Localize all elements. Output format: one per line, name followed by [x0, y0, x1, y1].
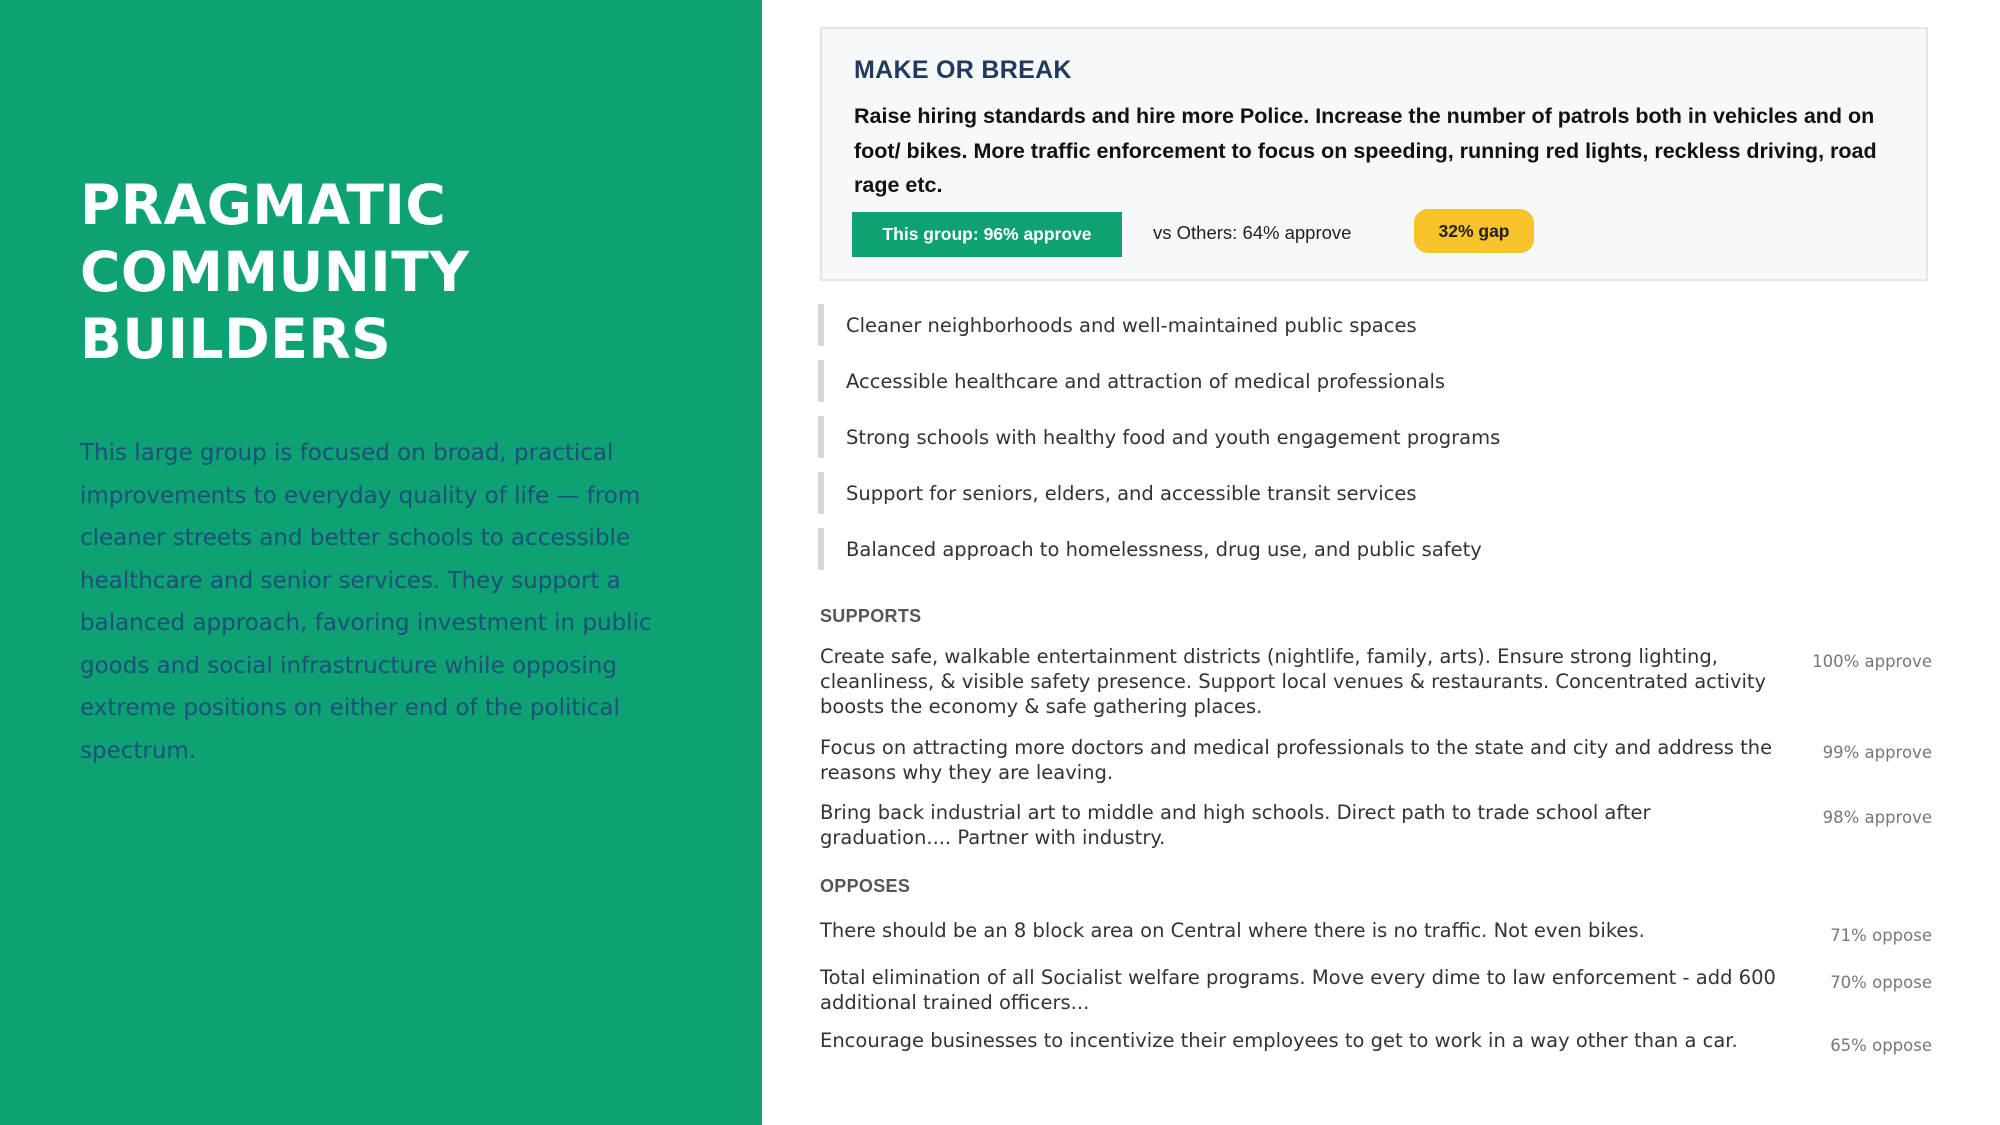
priority-item: Support for seniors, elders, and accessible transit services [818, 472, 1918, 514]
make-or-break-heading: MAKE OR BREAK [854, 56, 1072, 84]
priority-item: Balanced approach to homelessness, drug use, and public safety [818, 528, 1918, 570]
gap-badge: 32% gap [1414, 209, 1534, 253]
oppose-percentage: 71% oppose [1830, 926, 1932, 945]
oppose-percentage: 70% oppose [1830, 973, 1932, 992]
others-approval-text: vs Others: 64% approve [1153, 222, 1352, 243]
support-percentage: 99% approve [1822, 743, 1932, 762]
support-text: Bring back industrial art to middle and high schools. Direct path to trade school after graduation.... Partner with industry. [820, 801, 1651, 849]
group-title-line: BUILDERS [80, 307, 392, 371]
oppose-text: Encourage businesses to incentivize their employees to get to work in a way other than a car. [820, 1029, 1738, 1052]
priority-item: Accessible healthcare and attraction of medical professionals [818, 360, 1918, 402]
opposes-label: OPPOSES [820, 876, 911, 896]
this-group-approval-badge: This group: 96% approve [852, 212, 1122, 257]
make-or-break-text: Raise hiring standards and hire more Police. Increase the number of patrols both in vehicles and on foot/ bikes. More traffic enforcement to focus on speeding, running red lights, reckless driving, road rage etc. [854, 104, 1877, 197]
support-percentage: 100% approve [1812, 652, 1932, 671]
make-or-break-card [820, 27, 1928, 281]
group-title-line: PRAGMATIC [80, 173, 447, 237]
group-title [80, 172, 720, 373]
priority-item: Strong schools with healthy food and youth engagement programs [818, 416, 1918, 458]
oppose-percentage: 65% oppose [1830, 1036, 1932, 1055]
group-description: This large group is focused on broad, practical improvements to everyday quality of life — from cleaner streets and better schools to accessible healthcare and senior services. They support a balanced approach, favoring investment in public goods and social infrastructure while opposing extreme positions on either end of the political spectrum. [80, 440, 652, 764]
supports-label: SUPPORTS [820, 606, 922, 626]
support-text: Focus on attracting more doctors and medical professionals to the state and city and address the reasons why they are leaving. [820, 736, 1773, 784]
group-title-line: COMMUNITY [80, 240, 470, 304]
oppose-text: There should be an 8 block area on Central where there is no traffic. Not even bikes. [820, 919, 1645, 942]
support-percentage: 98% approve [1822, 808, 1932, 827]
oppose-text: Total elimination of all Socialist welfare programs. Move every dime to law enforcement - add 600 additional trained officers... [820, 966, 1776, 1014]
left-panel [0, 0, 762, 1125]
support-text: Create safe, walkable entertainment districts (nightlife, family, arts). Ensure strong lighting, cleanliness, & visible safety presence. Support local venues & restaurants. Concentrated activity boosts the economy & safe gathering places. [820, 645, 1767, 718]
priority-item: Cleaner neighborhoods and well-maintained public spaces [818, 304, 1918, 346]
